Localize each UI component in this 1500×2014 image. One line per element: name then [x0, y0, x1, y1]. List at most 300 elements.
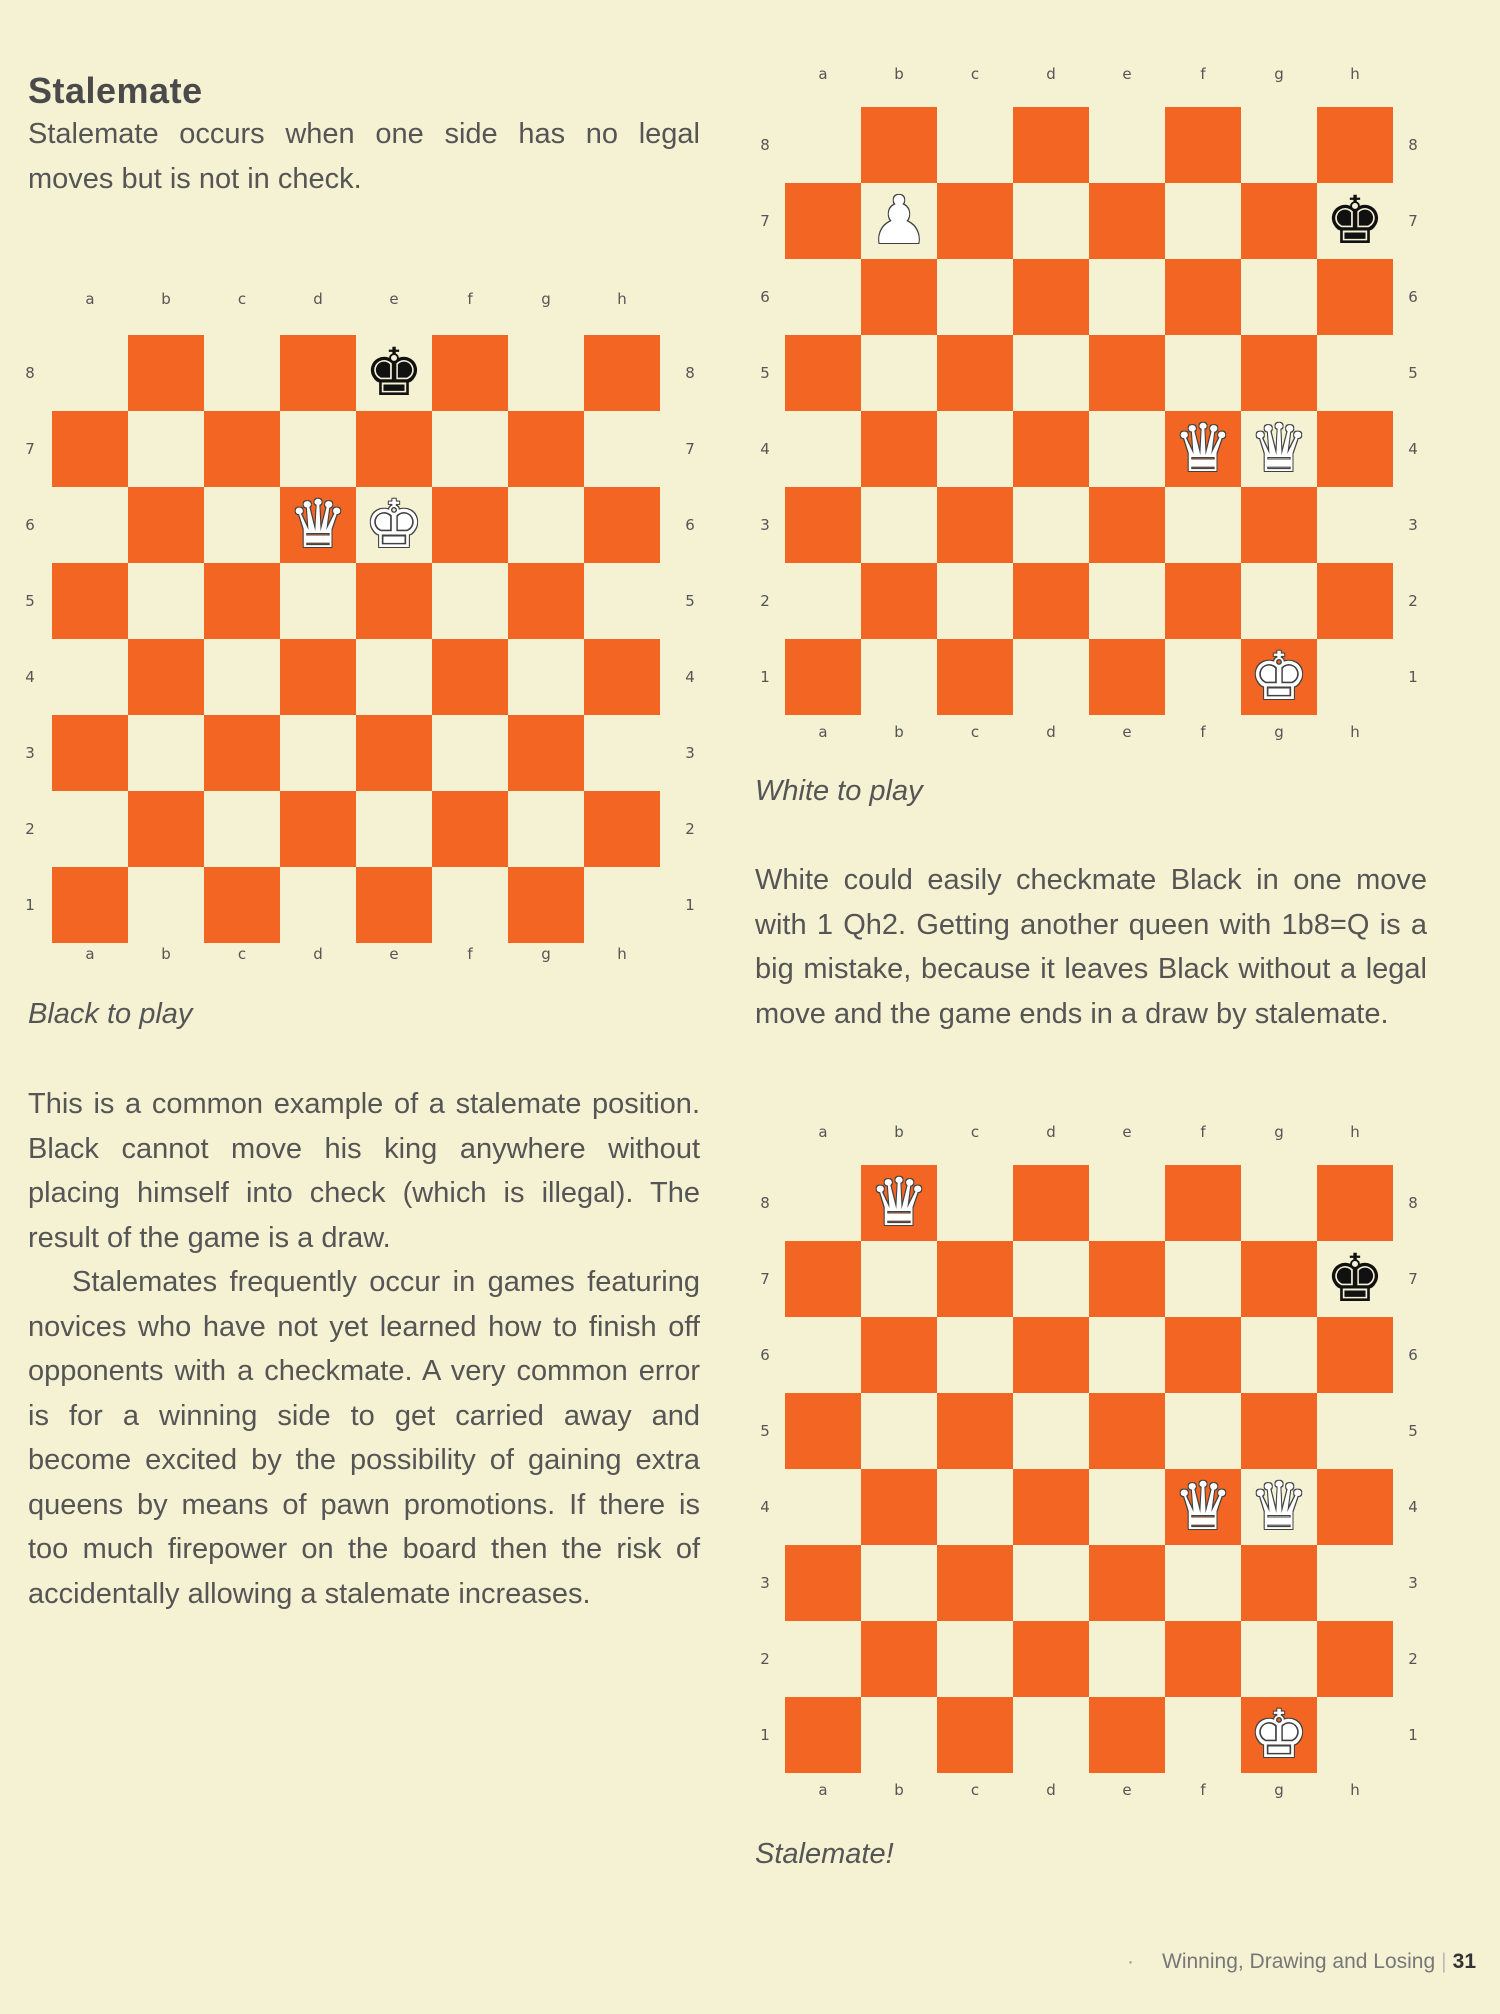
file-label-a-top: a: [818, 65, 828, 83]
file-label-e-bottom: e: [389, 945, 399, 963]
square-d2: [280, 791, 356, 867]
rank-label-8-right: 8: [1408, 136, 1418, 154]
square-a4: [785, 411, 861, 487]
rank-label-7-left: 7: [760, 212, 770, 230]
rank-label-4-right: 4: [1408, 440, 1418, 458]
intro-paragraph: Stalemate occurs when one side has no legal moves but is not in check.: [28, 118, 700, 195]
square-b6: [861, 1317, 937, 1393]
square-f4: [432, 639, 508, 715]
square-f5: [1165, 335, 1241, 411]
square-d2: [1013, 563, 1089, 639]
square-d2: [1013, 1621, 1089, 1697]
section-heading: Stalemate: [28, 70, 203, 111]
square-b7: [861, 1241, 937, 1317]
square-e3: [356, 715, 432, 791]
page-footer: · Winning, Drawing and Losing | 31: [1127, 1950, 1476, 1973]
page-number: 31: [1452, 1950, 1476, 1973]
rank-label-6-left: 6: [760, 288, 770, 306]
square-d7: [280, 411, 356, 487]
square-d7: [1013, 183, 1089, 259]
square-a6: [785, 259, 861, 335]
square-a8: [52, 335, 128, 411]
square-g8: [508, 335, 584, 411]
square-d5: [1013, 1393, 1089, 1469]
square-e3: [1089, 487, 1165, 563]
square-e7: [356, 411, 432, 487]
square-g1: [508, 867, 584, 943]
square-c2: [937, 563, 1013, 639]
file-label-f-top: f: [467, 290, 473, 308]
file-label-e-top: e: [1122, 65, 1132, 83]
rank-label-8-right: 8: [1408, 1194, 1418, 1212]
square-h5: [1317, 1393, 1393, 1469]
file-label-h-bottom: h: [1350, 1781, 1360, 1799]
square-e3: [1089, 1545, 1165, 1621]
square-g4: [508, 639, 584, 715]
rank-label-3-left: 3: [760, 516, 770, 534]
file-label-b-top: b: [894, 1123, 904, 1141]
square-e6: [1089, 1317, 1165, 1393]
file-label-e-bottom: e: [1122, 1781, 1132, 1799]
rank-label-1-left: 1: [25, 896, 35, 914]
rank-label-1-left: 1: [760, 1726, 770, 1744]
square-d3: [1013, 487, 1089, 563]
square-h1: [1317, 1697, 1393, 1773]
square-e8: [1089, 1165, 1165, 1241]
square-g5: [1241, 335, 1317, 411]
square-c7: [204, 411, 280, 487]
square-a1: [785, 1697, 861, 1773]
square-a2: [52, 791, 128, 867]
square-h8: [1317, 1165, 1393, 1241]
square-g5: [1241, 1393, 1317, 1469]
square-e1: [356, 867, 432, 943]
square-c1: [204, 867, 280, 943]
file-label-a-top: a: [818, 1123, 828, 1141]
square-c7: [937, 183, 1013, 259]
square-a7: [785, 183, 861, 259]
square-f1: [1165, 1697, 1241, 1773]
square-g3: [1241, 487, 1317, 563]
white-queen-icon: ♛: [1173, 410, 1233, 487]
square-b1: [861, 1697, 937, 1773]
square-d4: [280, 639, 356, 715]
rank-label-1-right: 1: [685, 896, 695, 914]
square-c6: [937, 1317, 1013, 1393]
rank-label-2-right: 2: [1408, 1650, 1418, 1668]
file-label-a-bottom: a: [818, 723, 828, 741]
square-e2: [1089, 563, 1165, 639]
square-e1: [1089, 639, 1165, 715]
square-g8: [1241, 1165, 1317, 1241]
square-d1: [280, 867, 356, 943]
square-g7: [1241, 183, 1317, 259]
file-label-h-top: h: [1350, 1123, 1360, 1141]
rank-label-8-left: 8: [760, 136, 770, 154]
file-label-b-bottom: b: [894, 1781, 904, 1799]
square-f7: [432, 411, 508, 487]
rank-label-3-right: 3: [1408, 1574, 1418, 1592]
rank-label-2-left: 2: [760, 592, 770, 610]
square-d8: [1013, 1165, 1089, 1241]
square-b7: [128, 411, 204, 487]
square-c4: [937, 1469, 1013, 1545]
rank-label-3-left: 3: [760, 1574, 770, 1592]
rank-label-6-right: 6: [1408, 288, 1418, 306]
square-b6: [861, 259, 937, 335]
square-g8: [1241, 107, 1317, 183]
square-c4: [937, 411, 1013, 487]
square-c3: [204, 715, 280, 791]
square-h2: [1317, 1621, 1393, 1697]
square-a1: [52, 867, 128, 943]
square-e7: [1089, 183, 1165, 259]
square-f6: [432, 487, 508, 563]
square-a7: [52, 411, 128, 487]
square-h3: [1317, 1545, 1393, 1621]
caption-black-to-play: Black to play: [28, 998, 193, 1030]
rank-label-4-left: 4: [760, 440, 770, 458]
square-b5: [861, 335, 937, 411]
file-label-f-bottom: f: [1200, 723, 1206, 741]
square-a5: [785, 335, 861, 411]
file-label-b-top: b: [161, 290, 171, 308]
white-queen-icon: ♛: [869, 1164, 929, 1241]
square-e5: [1089, 1393, 1165, 1469]
rank-label-7-right: 7: [685, 440, 695, 458]
file-label-d-bottom: d: [1046, 1781, 1056, 1799]
square-h6: [1317, 1317, 1393, 1393]
square-b3: [861, 1545, 937, 1621]
square-a4: [52, 639, 128, 715]
rank-label-7-right: 7: [1408, 212, 1418, 230]
white-queen-icon: ♛: [1249, 1468, 1309, 1545]
file-label-a-bottom: a: [85, 945, 95, 963]
white-pawn-icon: ♟: [869, 182, 929, 259]
footer-chapter: Winning, Drawing and Losing: [1162, 1950, 1436, 1973]
square-b1: [128, 867, 204, 943]
rank-label-4-right: 4: [1408, 1498, 1418, 1516]
right-paragraph: White could easily checkmate Black in one move with 1 Qh2. Getting another queen with 1b8=Q is a big mistake, because it leaves Black without a legal move and the game ends in a draw by stalemate.: [755, 864, 1427, 1030]
square-c3: [937, 1545, 1013, 1621]
file-label-d-top: d: [1046, 65, 1056, 83]
square-f7: [1165, 183, 1241, 259]
black-king-icon: ♚: [1325, 1240, 1385, 1317]
rank-label-5-left: 5: [25, 592, 35, 610]
rank-label-5-left: 5: [760, 1422, 770, 1440]
square-f1: [432, 867, 508, 943]
square-b8: [861, 107, 937, 183]
square-c3: [937, 487, 1013, 563]
square-b4: [128, 639, 204, 715]
black-king-icon: ♚: [364, 334, 424, 411]
rank-label-6-left: 6: [25, 516, 35, 534]
file-label-f-bottom: f: [1200, 1781, 1206, 1799]
square-d6: [1013, 259, 1089, 335]
rank-label-2-left: 2: [25, 820, 35, 838]
square-f3: [1165, 1545, 1241, 1621]
rank-label-4-left: 4: [25, 668, 35, 686]
square-f2: [1165, 1621, 1241, 1697]
square-g7: [1241, 1241, 1317, 1317]
square-f6: [1165, 259, 1241, 335]
square-g2: [1241, 1621, 1317, 1697]
file-label-h-bottom: h: [1350, 723, 1360, 741]
file-label-h-top: h: [617, 290, 627, 308]
square-b5: [128, 563, 204, 639]
square-h4: [1317, 411, 1393, 487]
square-c1: [937, 639, 1013, 715]
rank-label-5-right: 5: [1408, 364, 1418, 382]
square-g2: [1241, 563, 1317, 639]
square-c5: [937, 335, 1013, 411]
rank-label-3-right: 3: [1408, 516, 1418, 534]
square-e4: [1089, 1469, 1165, 1545]
square-g3: [508, 715, 584, 791]
square-h4: [584, 639, 660, 715]
file-label-g-top: g: [541, 290, 551, 308]
square-h5: [584, 563, 660, 639]
square-b5: [861, 1393, 937, 1469]
square-a4: [785, 1469, 861, 1545]
rank-label-8-right: 8: [685, 364, 695, 382]
square-d3: [1013, 1545, 1089, 1621]
caption-stalemate: Stalemate!: [755, 1838, 894, 1870]
square-h3: [584, 715, 660, 791]
rank-label-8-left: 8: [25, 364, 35, 382]
rank-label-5-right: 5: [685, 592, 695, 610]
file-label-g-bottom: g: [1274, 723, 1284, 741]
board-stalemate: [755, 1123, 1425, 1813]
square-a3: [785, 1545, 861, 1621]
square-b6: [128, 487, 204, 563]
square-b3: [861, 487, 937, 563]
square-g3: [1241, 1545, 1317, 1621]
square-e4: [356, 639, 432, 715]
square-h2: [584, 791, 660, 867]
file-label-b-bottom: b: [161, 945, 171, 963]
square-d8: [1013, 107, 1089, 183]
square-f2: [432, 791, 508, 867]
square-a8: [785, 1165, 861, 1241]
square-a1: [785, 639, 861, 715]
square-h6: [584, 487, 660, 563]
square-c8: [937, 1165, 1013, 1241]
square-e5: [356, 563, 432, 639]
file-label-a-bottom: a: [818, 1781, 828, 1799]
square-b3: [128, 715, 204, 791]
square-c8: [937, 107, 1013, 183]
square-c7: [937, 1241, 1013, 1317]
file-label-g-top: g: [1274, 1123, 1284, 1141]
rank-label-2-right: 2: [685, 820, 695, 838]
square-h8: [584, 335, 660, 411]
square-c2: [204, 791, 280, 867]
rank-label-5-left: 5: [760, 364, 770, 382]
file-label-c-bottom: c: [970, 1781, 980, 1799]
board-black-to-play: [25, 290, 695, 970]
rank-label-6-right: 6: [1408, 1346, 1418, 1364]
footer-separator: |: [1441, 1950, 1447, 1973]
rank-label-2-right: 2: [1408, 592, 1418, 610]
file-label-d-bottom: d: [1046, 723, 1056, 741]
square-h3: [1317, 487, 1393, 563]
body-paragraph-1: This is a common example of a stalemate position. Black cannot move his king anywhere without placing himself into check (which is illegal). The result of the game is a draw.: [28, 1088, 700, 1254]
square-f8: [1165, 1165, 1241, 1241]
square-d5: [1013, 335, 1089, 411]
file-label-f-top: f: [1200, 65, 1206, 83]
square-d5: [280, 563, 356, 639]
square-b4: [861, 411, 937, 487]
square-g6: [1241, 1317, 1317, 1393]
white-queen-icon: ♛: [288, 486, 348, 563]
square-c5: [937, 1393, 1013, 1469]
square-g6: [1241, 259, 1317, 335]
square-e5: [1089, 335, 1165, 411]
file-label-c-bottom: c: [237, 945, 247, 963]
white-king-icon: ♚: [1249, 1696, 1309, 1773]
square-b2: [128, 791, 204, 867]
file-label-e-top: e: [389, 290, 399, 308]
square-a5: [785, 1393, 861, 1469]
white-queen-icon: ♛: [1173, 1468, 1233, 1545]
rank-label-1-left: 1: [760, 668, 770, 686]
caption-white-to-play: White to play: [755, 775, 923, 807]
square-d4: [1013, 1469, 1089, 1545]
rank-label-4-left: 4: [760, 1498, 770, 1516]
square-a6: [52, 487, 128, 563]
rank-label-7-left: 7: [760, 1270, 770, 1288]
file-label-f-bottom: f: [467, 945, 473, 963]
rank-label-6-left: 6: [760, 1346, 770, 1364]
rank-label-1-right: 1: [1408, 668, 1418, 686]
square-h8: [1317, 107, 1393, 183]
square-c6: [937, 259, 1013, 335]
square-b2: [861, 1621, 937, 1697]
square-c8: [204, 335, 280, 411]
square-g5: [508, 563, 584, 639]
square-f8: [432, 335, 508, 411]
square-d6: [1013, 1317, 1089, 1393]
file-label-c-top: c: [970, 1123, 980, 1141]
rank-label-8-left: 8: [760, 1194, 770, 1212]
square-g6: [508, 487, 584, 563]
file-label-e-bottom: e: [1122, 723, 1132, 741]
square-d7: [1013, 1241, 1089, 1317]
square-c6: [204, 487, 280, 563]
square-a3: [785, 487, 861, 563]
file-label-g-bottom: g: [1274, 1781, 1284, 1799]
file-label-g-top: g: [1274, 65, 1284, 83]
square-e6: [1089, 259, 1165, 335]
file-label-c-top: c: [237, 290, 247, 308]
file-label-f-top: f: [1200, 1123, 1206, 1141]
file-label-a-top: a: [85, 290, 95, 308]
white-king-icon: ♚: [364, 486, 424, 563]
square-a6: [785, 1317, 861, 1393]
rank-label-4-right: 4: [685, 668, 695, 686]
square-c5: [204, 563, 280, 639]
square-h6: [1317, 259, 1393, 335]
board-white-to-play: [755, 65, 1425, 755]
square-f5: [1165, 1393, 1241, 1469]
white-king-icon: ♚: [1249, 638, 1309, 715]
square-h4: [1317, 1469, 1393, 1545]
square-e2: [356, 791, 432, 867]
body-paragraph-2: Stalemates frequently occur in games featuring novices who have not yet learned how to finish off opponents with a checkmate. A very common error is for a winning side to get carried away and become excited by the possibility of gaining extra queens by means of pawn promotions. If there is too much firepower on the board then the risk of accidentally allowing a stalemate increases.: [28, 1266, 700, 1610]
square-h7: [584, 411, 660, 487]
file-label-c-bottom: c: [970, 723, 980, 741]
square-c1: [937, 1697, 1013, 1773]
square-f7: [1165, 1241, 1241, 1317]
rank-label-3-left: 3: [25, 744, 35, 762]
square-a2: [785, 1621, 861, 1697]
square-a5: [52, 563, 128, 639]
square-d1: [1013, 639, 1089, 715]
square-f5: [432, 563, 508, 639]
square-b8: [128, 335, 204, 411]
file-label-h-top: h: [1350, 65, 1360, 83]
rank-label-7-right: 7: [1408, 1270, 1418, 1288]
square-d8: [280, 335, 356, 411]
square-b2: [861, 563, 937, 639]
square-f3: [1165, 487, 1241, 563]
rank-label-7-left: 7: [25, 440, 35, 458]
file-label-e-top: e: [1122, 1123, 1132, 1141]
square-a7: [785, 1241, 861, 1317]
square-f6: [1165, 1317, 1241, 1393]
square-h2: [1317, 563, 1393, 639]
square-c4: [204, 639, 280, 715]
file-label-b-top: b: [894, 65, 904, 83]
file-label-b-bottom: b: [894, 723, 904, 741]
square-a2: [785, 563, 861, 639]
file-label-c-top: c: [970, 65, 980, 83]
square-d1: [1013, 1697, 1089, 1773]
rank-label-6-right: 6: [685, 516, 695, 534]
square-g7: [508, 411, 584, 487]
rank-label-3-right: 3: [685, 744, 695, 762]
black-king-icon: ♚: [1325, 182, 1385, 259]
square-h1: [1317, 639, 1393, 715]
square-e7: [1089, 1241, 1165, 1317]
rank-label-2-left: 2: [760, 1650, 770, 1668]
square-e8: [1089, 107, 1165, 183]
file-label-d-bottom: d: [313, 945, 323, 963]
square-h5: [1317, 335, 1393, 411]
square-d3: [280, 715, 356, 791]
square-a8: [785, 107, 861, 183]
square-b1: [861, 639, 937, 715]
square-e1: [1089, 1697, 1165, 1773]
rank-label-5-right: 5: [1408, 1422, 1418, 1440]
file-label-d-top: d: [1046, 1123, 1056, 1141]
square-f8: [1165, 107, 1241, 183]
rank-label-1-right: 1: [1408, 1726, 1418, 1744]
square-h1: [584, 867, 660, 943]
square-c2: [937, 1621, 1013, 1697]
square-g2: [508, 791, 584, 867]
square-b4: [861, 1469, 937, 1545]
square-f2: [1165, 563, 1241, 639]
white-queen-icon: ♛: [1249, 410, 1309, 487]
square-f3: [432, 715, 508, 791]
square-e2: [1089, 1621, 1165, 1697]
square-f1: [1165, 639, 1241, 715]
square-d4: [1013, 411, 1089, 487]
file-label-d-top: d: [313, 290, 323, 308]
square-a3: [52, 715, 128, 791]
